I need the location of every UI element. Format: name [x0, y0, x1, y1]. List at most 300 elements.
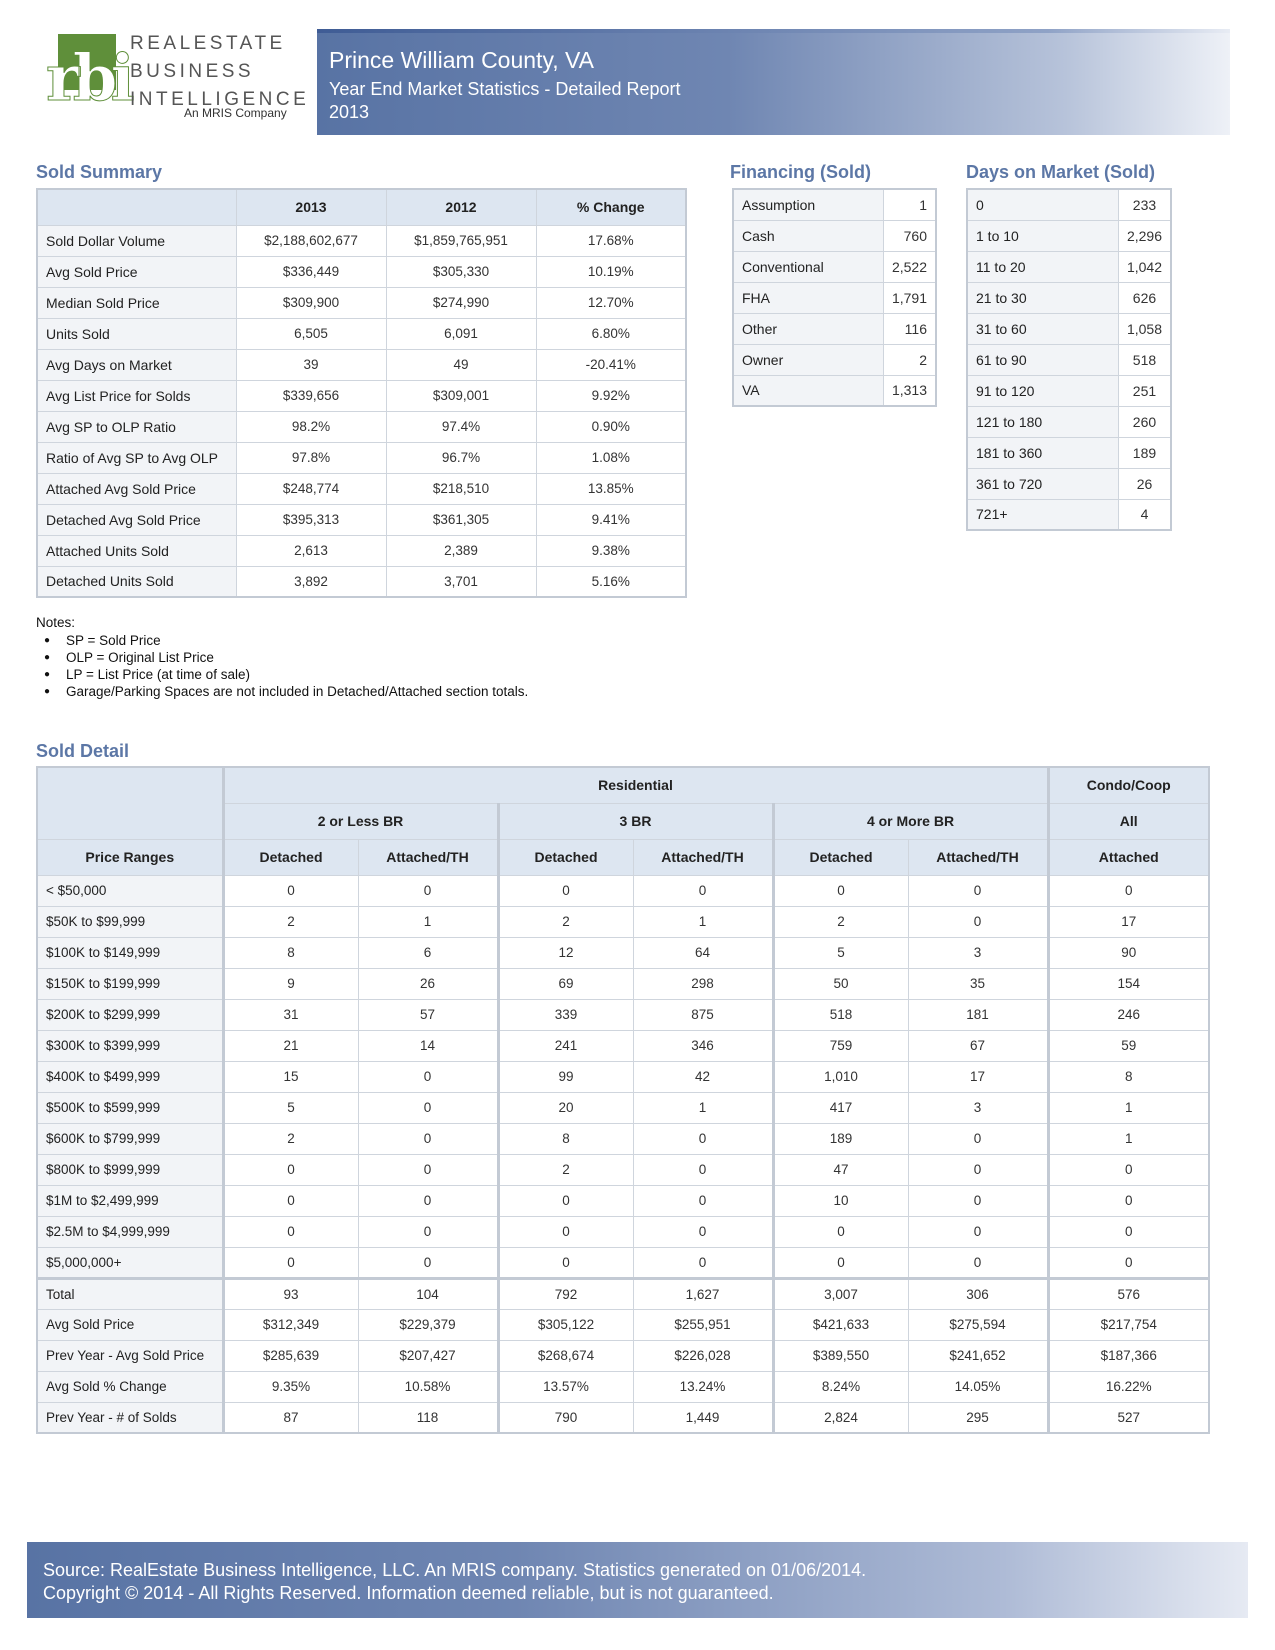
row-label: $200K to $299,999	[37, 999, 223, 1030]
table-row	[733, 313, 936, 344]
cell-value: 14	[358, 1030, 498, 1061]
cell-value: 0	[908, 875, 1048, 906]
cell-value: 576	[1048, 1278, 1209, 1309]
value-2012: 3,701	[386, 566, 536, 597]
value-2012: $309,001	[386, 380, 536, 411]
value-pct-change: -20.41%	[536, 349, 686, 380]
cell-value: 99	[498, 1061, 633, 1092]
cell-value: 2	[498, 1154, 633, 1185]
cell-value: 17	[908, 1061, 1048, 1092]
cell-value: 0	[633, 1185, 773, 1216]
cell-value: 1,627	[633, 1278, 773, 1309]
row-label: Sold Dollar Volume	[37, 225, 236, 256]
cell-value: 93	[223, 1278, 358, 1309]
table-row	[967, 375, 1171, 406]
value-2013: 39	[236, 349, 386, 380]
table-row	[37, 473, 686, 504]
logo-line-1: REALESTATE	[130, 33, 286, 54]
logo-tagline: An MRIS Company	[184, 106, 287, 120]
logo-wordmark	[130, 30, 309, 114]
company-logo	[44, 30, 310, 130]
row-label: $800K to $999,999	[37, 1154, 223, 1185]
cell-value: $421,633	[773, 1309, 908, 1340]
value-pct-change: 13.85%	[536, 473, 686, 504]
cell-value: 2	[223, 1123, 358, 1154]
dom-count: 260	[1118, 406, 1171, 437]
dom-range: 91 to 120	[967, 375, 1118, 406]
value-pct-change: 9.41%	[536, 504, 686, 535]
logo-line-3: INTELLIGENCE	[130, 89, 310, 110]
cell-value: 759	[773, 1030, 908, 1061]
cell-value: $305,122	[498, 1309, 633, 1340]
cell-value: 0	[358, 1216, 498, 1247]
cell-value: 0	[498, 1185, 633, 1216]
table-row	[37, 318, 686, 349]
table-row	[37, 1061, 1209, 1092]
report-title: Prince William County, VA	[329, 47, 594, 73]
cell-value: 181	[908, 999, 1048, 1030]
cell-value: 295	[908, 1402, 1048, 1433]
cell-value: 15	[223, 1061, 358, 1092]
header-all: All	[1048, 803, 1209, 839]
cell-value: 104	[358, 1278, 498, 1309]
header-4-or-more-br: 4 or More BR	[773, 803, 1048, 839]
row-label: Avg SP to OLP Ratio	[37, 411, 236, 442]
financing-type: Owner	[733, 344, 883, 375]
table-row	[37, 1402, 1209, 1433]
cell-value: 8.24%	[773, 1371, 908, 1402]
cell-value: 0	[633, 1247, 773, 1278]
table-row	[37, 1123, 1209, 1154]
cell-value: 64	[633, 937, 773, 968]
cell-value: $268,674	[498, 1340, 633, 1371]
dom-count: 1,058	[1118, 313, 1171, 344]
row-label: Avg Sold Price	[37, 1309, 223, 1340]
header-blank	[37, 767, 223, 839]
note-item: ● LP = List Price (at time of sale)	[36, 666, 528, 683]
cell-value: 2,824	[773, 1402, 908, 1433]
cell-value: 118	[358, 1402, 498, 1433]
value-2012: 49	[386, 349, 536, 380]
value-2013: $2,188,602,677	[236, 225, 386, 256]
dom-range: 61 to 90	[967, 344, 1118, 375]
row-label: Avg Days on Market	[37, 349, 236, 380]
table-row	[733, 282, 936, 313]
cell-value: $389,550	[773, 1340, 908, 1371]
table-row	[967, 468, 1171, 499]
cell-value: 50	[773, 968, 908, 999]
table-row	[37, 535, 686, 566]
cell-value: 0	[908, 906, 1048, 937]
header-blank	[37, 189, 236, 225]
row-label: Total	[37, 1278, 223, 1309]
header-price-ranges: Price Ranges	[37, 839, 223, 875]
table-row	[37, 906, 1209, 937]
cell-value: 5	[773, 937, 908, 968]
table-row	[37, 380, 686, 411]
row-label: Attached Avg Sold Price	[37, 473, 236, 504]
cell-value: 0	[633, 1123, 773, 1154]
value-pct-change: 10.19%	[536, 256, 686, 287]
cell-value: 2	[773, 906, 908, 937]
cell-value: 792	[498, 1278, 633, 1309]
dom-count: 4	[1118, 499, 1171, 530]
row-label: $500K to $599,999	[37, 1092, 223, 1123]
dom-count: 189	[1118, 437, 1171, 468]
report-year: 2013	[329, 102, 370, 122]
dom-count: 1,042	[1118, 251, 1171, 282]
table-row	[37, 1278, 1209, 1309]
cell-value: 1	[1048, 1123, 1209, 1154]
svg-text:rbi: rbi	[46, 41, 128, 110]
table-row	[967, 499, 1171, 530]
cell-value: 1	[633, 906, 773, 937]
cell-value: 298	[633, 968, 773, 999]
cell-value: 154	[1048, 968, 1209, 999]
cell-value: 527	[1048, 1402, 1209, 1433]
cell-value: 0	[908, 1123, 1048, 1154]
dom-count: 26	[1118, 468, 1171, 499]
cell-value: 0	[358, 1185, 498, 1216]
table-row	[37, 1030, 1209, 1061]
row-label: Attached Units Sold	[37, 535, 236, 566]
table-row	[733, 344, 936, 375]
cell-value: 9	[223, 968, 358, 999]
footer-source: Source: RealEstate Business Intelligence, LLC. An MRIS company. Statistics generated on 01/06/2014.	[43, 1560, 867, 1580]
cell-value: 0	[358, 1092, 498, 1123]
table-row	[37, 411, 686, 442]
cell-value: 12	[498, 937, 633, 968]
cell-value: 346	[633, 1030, 773, 1061]
financing-count: 116	[883, 313, 936, 344]
report-subtitle: Year End Market Statistics - Detailed Report	[329, 79, 681, 99]
cell-value: 0	[633, 1154, 773, 1185]
notes-title: Notes:	[36, 615, 76, 630]
cell-value: 9.35%	[223, 1371, 358, 1402]
cell-value: 1	[358, 906, 498, 937]
table-row	[967, 282, 1171, 313]
row-label: Detached Avg Sold Price	[37, 504, 236, 535]
cell-value: 13.24%	[633, 1371, 773, 1402]
note-item: ● OLP = Original List Price	[36, 649, 528, 666]
sold-summary-title: Sold Summary	[36, 162, 163, 182]
cell-value: 0	[498, 875, 633, 906]
cell-value: $255,951	[633, 1309, 773, 1340]
row-label: Prev Year - Avg Sold Price	[37, 1340, 223, 1371]
cell-value: 17	[1048, 906, 1209, 937]
days-on-market-title: Days on Market (Sold)	[966, 162, 1156, 182]
table-row	[37, 287, 686, 318]
cell-value: 0	[358, 1154, 498, 1185]
header-detached: Detached	[223, 839, 358, 875]
cell-value: 0	[223, 875, 358, 906]
sold-detail-title: Sold Detail	[36, 741, 130, 761]
financing-type: FHA	[733, 282, 883, 313]
financing-count: 1	[883, 189, 936, 220]
cell-value: 69	[498, 968, 633, 999]
table-row	[733, 189, 936, 220]
report-banner	[317, 29, 1230, 135]
table-row	[37, 968, 1209, 999]
cell-value: 0	[773, 1216, 908, 1247]
cell-value: 0	[358, 1061, 498, 1092]
cell-value: 0	[1048, 1247, 1209, 1278]
cell-value: 1,449	[633, 1402, 773, 1433]
row-label: Avg List Price for Solds	[37, 380, 236, 411]
cell-value: 90	[1048, 937, 1209, 968]
footer-banner	[27, 1542, 1248, 1618]
cell-value: 67	[908, 1030, 1048, 1061]
dom-range: 31 to 60	[967, 313, 1118, 344]
cell-value: 0	[223, 1185, 358, 1216]
table-row	[37, 504, 686, 535]
table-row	[37, 1247, 1209, 1278]
dom-range: 11 to 20	[967, 251, 1118, 282]
financing-title: Financing (Sold)	[730, 162, 871, 182]
cell-value: 2	[498, 906, 633, 937]
financing-count: 760	[883, 220, 936, 251]
cell-value: 189	[773, 1123, 908, 1154]
dom-range: 181 to 360	[967, 437, 1118, 468]
header-residential: Residential	[223, 767, 1048, 803]
table-row	[37, 566, 686, 597]
rbi-letters-icon	[44, 34, 134, 110]
cell-value: 0	[358, 875, 498, 906]
dom-range: 0	[967, 189, 1118, 220]
header-attached-th: Attached/TH	[358, 839, 498, 875]
row-label: Ratio of Avg SP to Avg OLP	[37, 442, 236, 473]
table-row	[967, 344, 1171, 375]
table-row	[733, 251, 936, 282]
row-label: Units Sold	[37, 318, 236, 349]
cell-value: 57	[358, 999, 498, 1030]
cell-value: $207,427	[358, 1340, 498, 1371]
cell-value: 0	[633, 1216, 773, 1247]
value-2012: $1,859,765,951	[386, 225, 536, 256]
row-label: Median Sold Price	[37, 287, 236, 318]
row-label: Prev Year - # of Solds	[37, 1402, 223, 1433]
cell-value: 14.05%	[908, 1371, 1048, 1402]
value-2012: 6,091	[386, 318, 536, 349]
cell-value: 3	[908, 937, 1048, 968]
footer-copyright: Copyright © 2014 - All Rights Reserved. Information deemed reliable, but is not guaranteed.	[43, 1583, 774, 1603]
table-row	[37, 1154, 1209, 1185]
notes	[36, 615, 528, 700]
table-row	[967, 313, 1171, 344]
financing-type: VA	[733, 375, 883, 406]
table-row	[37, 937, 1209, 968]
table-row	[967, 406, 1171, 437]
financing-count: 1,313	[883, 375, 936, 406]
cell-value: 3	[908, 1092, 1048, 1123]
cell-value: 0	[1048, 1216, 1209, 1247]
value-2013: $248,774	[236, 473, 386, 504]
dom-range: 721+	[967, 499, 1118, 530]
value-pct-change: 0.90%	[536, 411, 686, 442]
value-2012: $305,330	[386, 256, 536, 287]
cell-value: 417	[773, 1092, 908, 1123]
dom-count: 233	[1118, 189, 1171, 220]
cell-value: 1	[633, 1092, 773, 1123]
note-item: ● Garage/Parking Spaces are not included in Detached/Attached section totals.	[36, 683, 528, 700]
cell-value: $187,366	[1048, 1340, 1209, 1371]
cell-value: 0	[1048, 1185, 1209, 1216]
cell-value: 5	[223, 1092, 358, 1123]
cell-value: 0	[223, 1247, 358, 1278]
cell-value: $217,754	[1048, 1309, 1209, 1340]
row-label: $5,000,000+	[37, 1247, 223, 1278]
header-2-or-less-br: 2 or Less BR	[223, 803, 498, 839]
table-row	[967, 437, 1171, 468]
cell-value: 47	[773, 1154, 908, 1185]
note-item: ● SP = Sold Price	[36, 632, 528, 649]
value-pct-change: 9.92%	[536, 380, 686, 411]
cell-value: 0	[223, 1154, 358, 1185]
cell-value: 0	[498, 1216, 633, 1247]
cell-value: 0	[1048, 1154, 1209, 1185]
cell-value: 31	[223, 999, 358, 1030]
table-row	[37, 1309, 1209, 1340]
value-2013: $395,313	[236, 504, 386, 535]
cell-value: 306	[908, 1278, 1048, 1309]
cell-value: 87	[223, 1402, 358, 1433]
financing-type: Other	[733, 313, 883, 344]
value-pct-change: 1.08%	[536, 442, 686, 473]
sold-summary-table	[36, 188, 687, 598]
cell-value: 21	[223, 1030, 358, 1061]
row-label: Avg Sold Price	[37, 256, 236, 287]
financing-count: 2	[883, 344, 936, 375]
cell-value: 339	[498, 999, 633, 1030]
dom-count: 2,296	[1118, 220, 1171, 251]
financing-count: 2,522	[883, 251, 936, 282]
cell-value: 0	[908, 1154, 1048, 1185]
cell-value: 246	[1048, 999, 1209, 1030]
value-2013: 3,892	[236, 566, 386, 597]
value-2012: 97.4%	[386, 411, 536, 442]
header-3-br: 3 BR	[498, 803, 773, 839]
row-label: Avg Sold % Change	[37, 1371, 223, 1402]
cell-value: $285,639	[223, 1340, 358, 1371]
value-2012: 96.7%	[386, 442, 536, 473]
value-2013: $336,449	[236, 256, 386, 287]
cell-value: 875	[633, 999, 773, 1030]
financing-type: Cash	[733, 220, 883, 251]
cell-value: 59	[1048, 1030, 1209, 1061]
header-column-row	[37, 839, 1209, 875]
dom-count: 626	[1118, 282, 1171, 313]
cell-value: 241	[498, 1030, 633, 1061]
value-pct-change: 5.16%	[536, 566, 686, 597]
table-row	[967, 189, 1171, 220]
cell-value: 6	[358, 937, 498, 968]
header-attached: Attached	[1048, 839, 1209, 875]
financing-count: 1,791	[883, 282, 936, 313]
cell-value: $241,652	[908, 1340, 1048, 1371]
value-2013: $309,900	[236, 287, 386, 318]
row-label: $50K to $99,999	[37, 906, 223, 937]
header-detached: Detached	[773, 839, 908, 875]
financing-type: Assumption	[733, 189, 883, 220]
cell-value: $312,349	[223, 1309, 358, 1340]
row-label: $400K to $499,999	[37, 1061, 223, 1092]
header-attached-th: Attached/TH	[908, 839, 1048, 875]
notes-list	[36, 632, 528, 700]
table-row	[37, 349, 686, 380]
logo-line-2: BUSINESS	[130, 61, 255, 82]
value-pct-change: 6.80%	[536, 318, 686, 349]
table-row	[37, 1371, 1209, 1402]
value-2013: $339,656	[236, 380, 386, 411]
table-row	[37, 999, 1209, 1030]
dom-range: 121 to 180	[967, 406, 1118, 437]
row-label: $300K to $399,999	[37, 1030, 223, 1061]
cell-value: 0	[773, 1247, 908, 1278]
days-on-market-table	[966, 188, 1172, 531]
table-row	[733, 220, 936, 251]
cell-value: 0	[358, 1247, 498, 1278]
cell-value: 0	[908, 1216, 1048, 1247]
cell-value: 1,010	[773, 1061, 908, 1092]
sold-detail-table	[36, 766, 1210, 1434]
dom-count: 251	[1118, 375, 1171, 406]
value-pct-change: 17.68%	[536, 225, 686, 256]
cell-value: 0	[908, 1185, 1048, 1216]
table-row	[967, 220, 1171, 251]
table-header-row	[37, 189, 686, 225]
table-row	[37, 256, 686, 287]
financing-table	[732, 188, 937, 407]
row-label: $100K to $149,999	[37, 937, 223, 968]
table-row	[733, 375, 936, 406]
header-detached: Detached	[498, 839, 633, 875]
cell-value: 0	[223, 1216, 358, 1247]
value-2013: 2,613	[236, 535, 386, 566]
cell-value: 26	[358, 968, 498, 999]
cell-value: $229,379	[358, 1309, 498, 1340]
cell-value: 0	[773, 875, 908, 906]
table-row	[37, 225, 686, 256]
cell-value: 16.22%	[1048, 1371, 1209, 1402]
value-2012: $274,990	[386, 287, 536, 318]
header-group-row	[37, 767, 1209, 803]
cell-value: 35	[908, 968, 1048, 999]
table-row	[37, 1185, 1209, 1216]
dom-count: 518	[1118, 344, 1171, 375]
cell-value: 0	[908, 1247, 1048, 1278]
value-2012: $218,510	[386, 473, 536, 504]
financing-type: Conventional	[733, 251, 883, 282]
value-pct-change: 9.38%	[536, 535, 686, 566]
cell-value: 790	[498, 1402, 633, 1433]
row-label: $2.5M to $4,999,999	[37, 1216, 223, 1247]
cell-value: 10.58%	[358, 1371, 498, 1402]
table-row	[37, 1092, 1209, 1123]
row-label: $150K to $199,999	[37, 968, 223, 999]
cell-value: 0	[1048, 875, 1209, 906]
value-2012: $361,305	[386, 504, 536, 535]
cell-value: 8	[223, 937, 358, 968]
rbi-logo-mark	[44, 34, 128, 110]
value-2012: 2,389	[386, 535, 536, 566]
cell-value: 0	[498, 1247, 633, 1278]
dom-range: 21 to 30	[967, 282, 1118, 313]
cell-value: 518	[773, 999, 908, 1030]
header-condo-coop: Condo/Coop	[1048, 767, 1209, 803]
value-2013: 97.8%	[236, 442, 386, 473]
dom-range: 1 to 10	[967, 220, 1118, 251]
cell-value: 20	[498, 1092, 633, 1123]
